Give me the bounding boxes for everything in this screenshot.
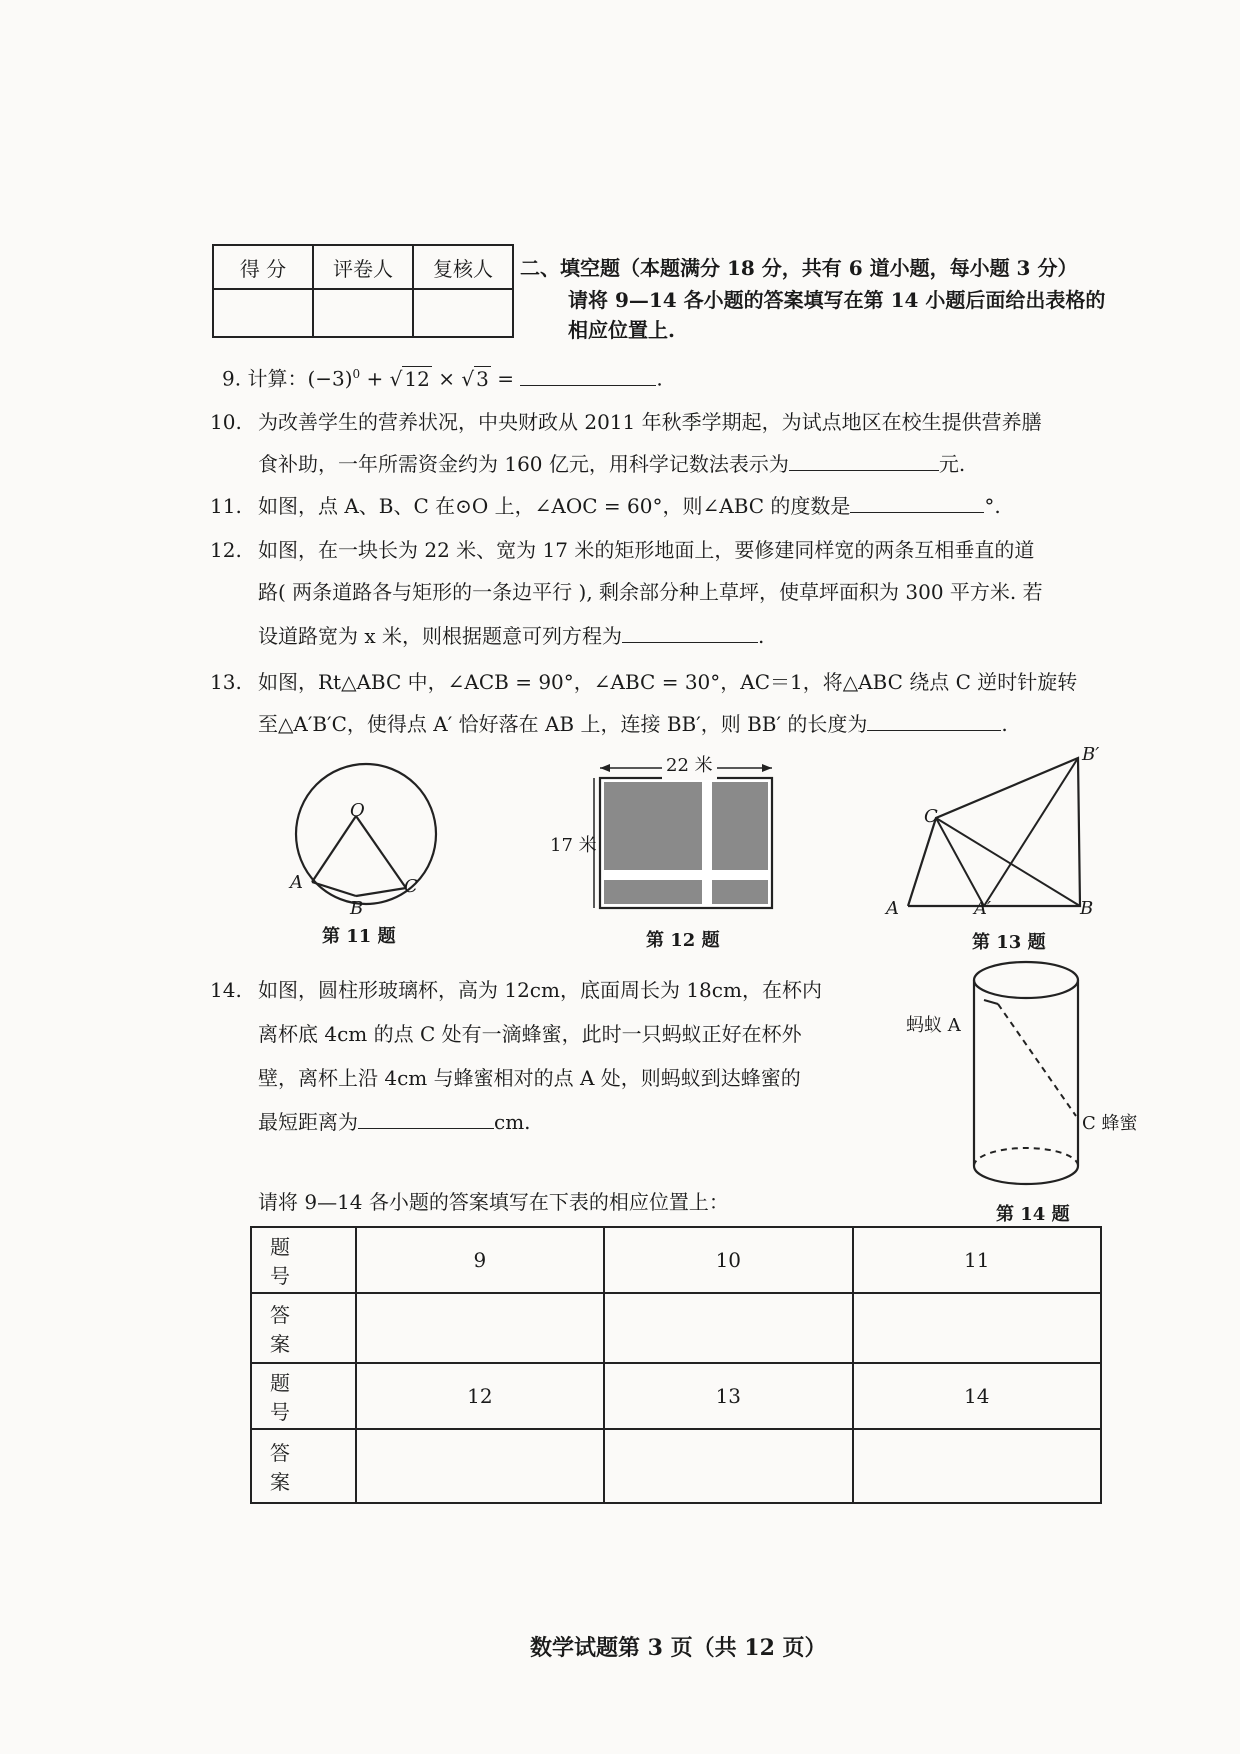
num-cell-13: 13 — [604, 1363, 852, 1429]
fig13-label-A-prime: A′ — [974, 898, 992, 919]
q12-line1: 如图，在一块长为 22 米、宽为 17 米的矩形地面上，要修建同样宽的两条互相垂直的道 — [258, 538, 1035, 562]
q14-line4: 最短距离为 cm. — [258, 1110, 531, 1134]
fig12-lawn-top-left — [604, 782, 702, 870]
answer-table — [250, 1226, 1102, 1504]
section-title: 二、填空题（本题满分 18 分，共有 6 道小题，每小题 3 分） — [520, 256, 1078, 280]
score-table — [212, 244, 514, 338]
q10-line1: 为改善学生的营养状况，中央财政从 2011 年秋季学期起，为试点地区在校生提供营养膳 — [258, 410, 1042, 434]
fig11-label-A: A — [290, 872, 303, 893]
q14-number: 14. — [210, 978, 242, 1002]
table-row — [251, 1363, 1101, 1429]
page-footer: 数学试题第 3 页（共 12 页） — [530, 1635, 827, 1661]
fig12-height-label: 17 米 — [550, 835, 597, 856]
answer-cell-11[interactable] — [853, 1293, 1101, 1363]
fig11-label-C: C — [404, 876, 418, 897]
answer-cell-12[interactable] — [356, 1429, 604, 1503]
fig11-label-O: O — [350, 800, 365, 821]
figure-11-circle — [276, 756, 456, 936]
q10-answer-blank[interactable] — [789, 452, 939, 471]
answer-cell-9[interactable] — [356, 1293, 604, 1363]
q10-number: 10. — [210, 410, 242, 434]
answer-header: 答 案 — [251, 1429, 356, 1503]
fig14-bottom-front — [974, 1166, 1078, 1184]
q12-number: 12. — [210, 538, 242, 562]
fig11-line-AB — [312, 882, 356, 896]
fig13-label-A: A — [886, 898, 899, 919]
num-cell-11: 11 — [853, 1227, 1101, 1293]
q9-times: × — [431, 366, 462, 391]
figure-12-rectangle — [590, 756, 780, 916]
fig12-lawn-bottom-left — [604, 880, 702, 904]
reviewer-cell[interactable] — [413, 289, 513, 337]
q13-line1: 如图，Rt△ABC 中，∠ACB = 90°，∠ABC = 30°，AC＝1，将△ABC 绕点 C 逆时针旋转 — [258, 670, 1078, 694]
q13-line2: 至△A′B′C，使得点 A′ 恰好落在 AB 上，连接 BB′，则 BB′ 的长度为 . — [258, 712, 1008, 736]
num-cell-9: 9 — [356, 1227, 604, 1293]
score-header-grader: 评卷人 — [313, 245, 413, 289]
table-row — [251, 1429, 1101, 1503]
answer-cell-13[interactable] — [604, 1429, 852, 1503]
score-header-score: 得 分 — [213, 245, 313, 289]
fig12-lawn-bottom-right — [712, 880, 768, 904]
fig12-lawn-top-right — [712, 782, 768, 870]
fig14-ant-path — [998, 1004, 1076, 1116]
answer-instruction: 请将 9—14 各小题的答案填写在下表的相应位置上： — [258, 1190, 729, 1214]
fig13-label-B-prime: B′ — [1082, 744, 1100, 765]
fig13-line-CA1 — [936, 818, 984, 906]
fig14-top-ellipse — [974, 962, 1078, 998]
fig14-ant-path-rim — [984, 1000, 998, 1004]
q12-line2: 路( 两条道路各与矩形的一条边平行 ), 剩余部分种上草坪，使草坪面积为 300 平方米. 若 — [258, 580, 1043, 604]
section-instruction-1: 请将 9—14 各小题的答案填写在第 14 小题后面给出表格的 — [568, 288, 1106, 312]
q9-lead: 计算： — [247, 366, 308, 391]
q14-line3: 壁，离杯上沿 4cm 与蜂蜜相对的点 A 处，则蚂蚁到达蜂蜜的 — [258, 1066, 801, 1090]
fig12-width-label: 22 米 — [662, 752, 717, 780]
grader-cell[interactable] — [313, 289, 413, 337]
q9-exponent: 0 — [352, 367, 361, 381]
fig11-line-OC — [356, 816, 406, 888]
q11-number: 11. — [210, 494, 242, 518]
q12-line3: 设道路宽为 x 米，则根据题意可列方程为 . — [258, 624, 765, 648]
answer-header: 答 案 — [251, 1293, 356, 1363]
table-row — [251, 1293, 1101, 1363]
q14-answer-blank[interactable] — [358, 1110, 494, 1129]
fig11-line-OA — [312, 816, 356, 882]
fig13-line-A1B1 — [984, 758, 1078, 906]
q9-answer-blank[interactable] — [520, 367, 656, 386]
score-header-reviewer: 复核人 — [413, 245, 513, 289]
fig11-caption: 第 11 题 — [322, 926, 396, 947]
fig13-label-C: C — [924, 806, 938, 827]
fig13-caption: 第 13 题 — [972, 932, 1046, 953]
fig14-bottom-back — [974, 1148, 1078, 1166]
num-header: 题 号 — [251, 1227, 356, 1293]
q9-equals: = — [490, 366, 521, 391]
q13-number: 13. — [210, 670, 242, 694]
q9-sqrt-12: √ 12 — [389, 366, 430, 391]
fig14-ant-label: 蚂蚁 A — [906, 1015, 961, 1036]
q14-line2: 离杯底 4cm 的点 C 处有一滴蜂蜜，此时一只蚂蚁正好在杯外 — [258, 1022, 802, 1046]
answer-cell-14[interactable] — [853, 1429, 1101, 1503]
num-cell-14: 14 — [853, 1363, 1101, 1429]
answer-cell-10[interactable] — [604, 1293, 852, 1363]
q14-line1: 如图，圆柱形玻璃杯，高为 12cm，底面周长为 18cm，在杯内 — [258, 978, 822, 1002]
q11-answer-blank[interactable] — [850, 494, 984, 513]
q10-line2: 食补助，一年所需资金约为 160 亿元，用科学记数法表示为 元. — [258, 452, 966, 476]
table-row — [251, 1227, 1101, 1293]
q9-plus: + — [360, 366, 390, 391]
num-cell-10: 10 — [604, 1227, 852, 1293]
q13-answer-blank[interactable] — [867, 712, 1001, 731]
figure-13-triangles — [896, 748, 1096, 918]
question-9: 9. 计算：$(-3)^0$ + √ 12 × √ 3 = . — [222, 366, 663, 391]
q12-answer-blank[interactable] — [622, 624, 758, 643]
fig13-outline — [908, 758, 1080, 906]
num-header: 题 号 — [251, 1363, 356, 1429]
fig13-line-CB — [936, 818, 1080, 906]
q9-base: (−3) — [307, 366, 353, 391]
fig11-label-B: B — [350, 898, 364, 919]
fig12-caption: 第 12 题 — [646, 930, 720, 951]
section-instruction-2: 相应位置上. — [568, 318, 675, 342]
num-cell-12: 12 — [356, 1363, 604, 1429]
fig14-caption: 第 14 题 — [996, 1204, 1070, 1225]
fig14-honey-label: C 蜂蜜 — [1082, 1113, 1138, 1134]
fig13-label-B: B — [1080, 898, 1094, 919]
score-cell[interactable] — [213, 289, 313, 337]
q11-text: 如图，点 A、B、C 在⊙O 上，∠AOC = 60°，则∠ABC 的度数是 °. — [258, 494, 1001, 518]
q9-number: 9. — [222, 366, 242, 391]
figure-14-cylinder — [966, 956, 1086, 1206]
q9-sqrt-3: √ 3 — [461, 366, 489, 391]
